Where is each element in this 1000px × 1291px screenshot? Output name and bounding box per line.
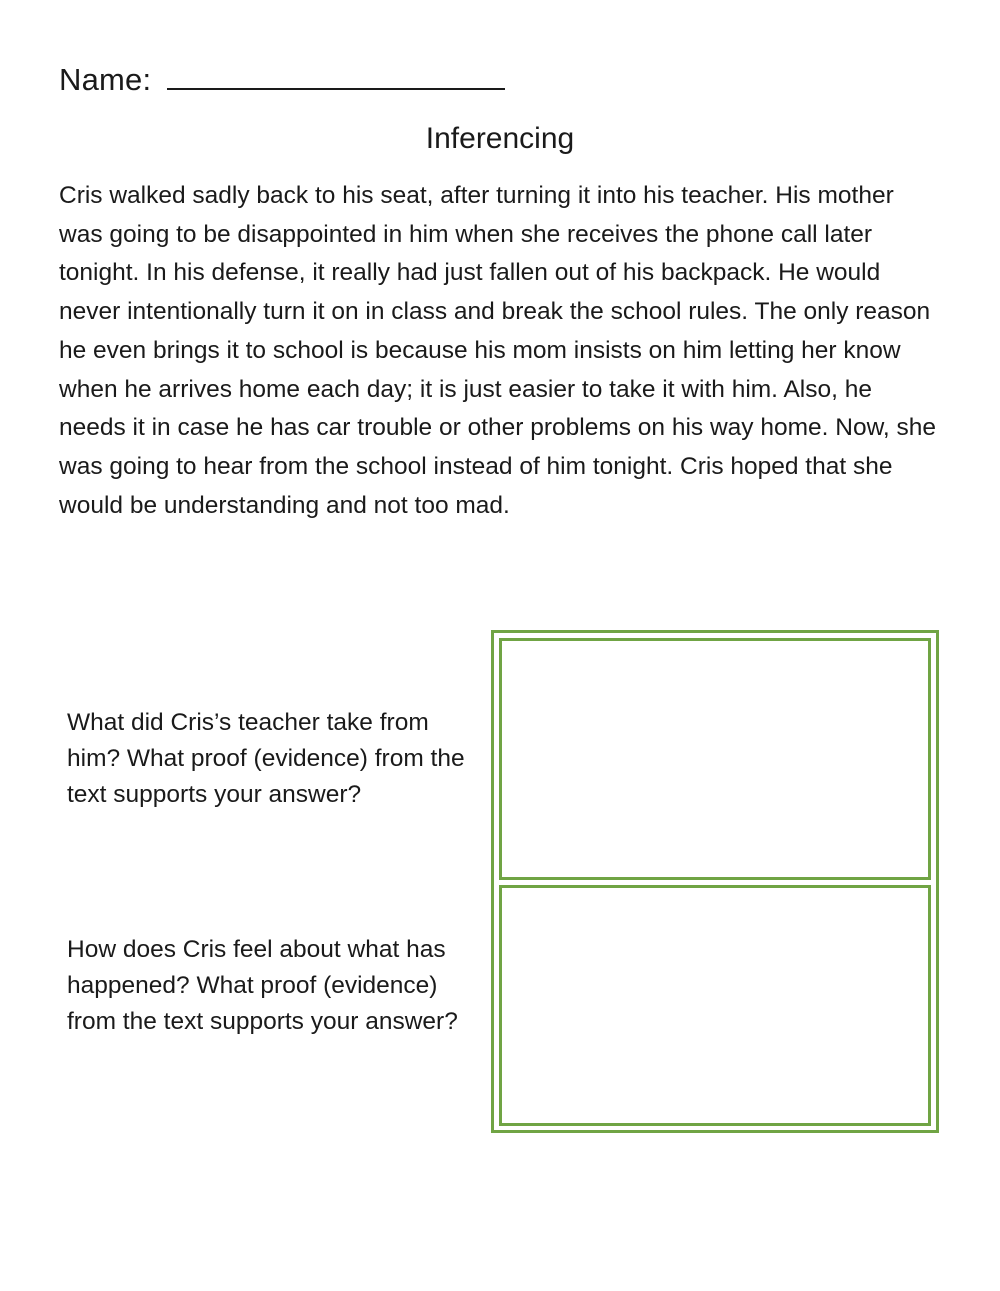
name-field-row	[59, 58, 505, 98]
answer-box-2[interactable]	[499, 885, 931, 1126]
question-1: What did Cris’s teacher take from him? What proof (evidence) from the text supports your answer?	[67, 709, 465, 808]
worksheet-title: Inferencing	[425, 122, 575, 155]
question-2: How does Cris feel about what has happened? What proof (evidence) from the text supports your answer?	[67, 936, 458, 1035]
name-blank-line[interactable]	[167, 58, 505, 90]
answer-box-1[interactable]	[499, 638, 931, 880]
name-label: Name:	[59, 62, 152, 97]
answer-frame	[491, 630, 939, 1133]
reading-passage: Cris walked sadly back to his seat, after turning it into his teacher. His mother was going to be disappointed in him when she receives the phone call later tonight. In his defense, it really had just fallen out of his backpack. He would never intentionally turn it on in class and break the school rules. The only reason he even brings it to school is because his mom insists on him letting her know when he arrives home each day; it is just easier to take it with him. Also, he needs it in case he has car trouble or other problems on his way home. Now, she was going to hear from the school instead of him tonight. Cris hoped that she would be understanding and not too mad.	[59, 182, 937, 519]
